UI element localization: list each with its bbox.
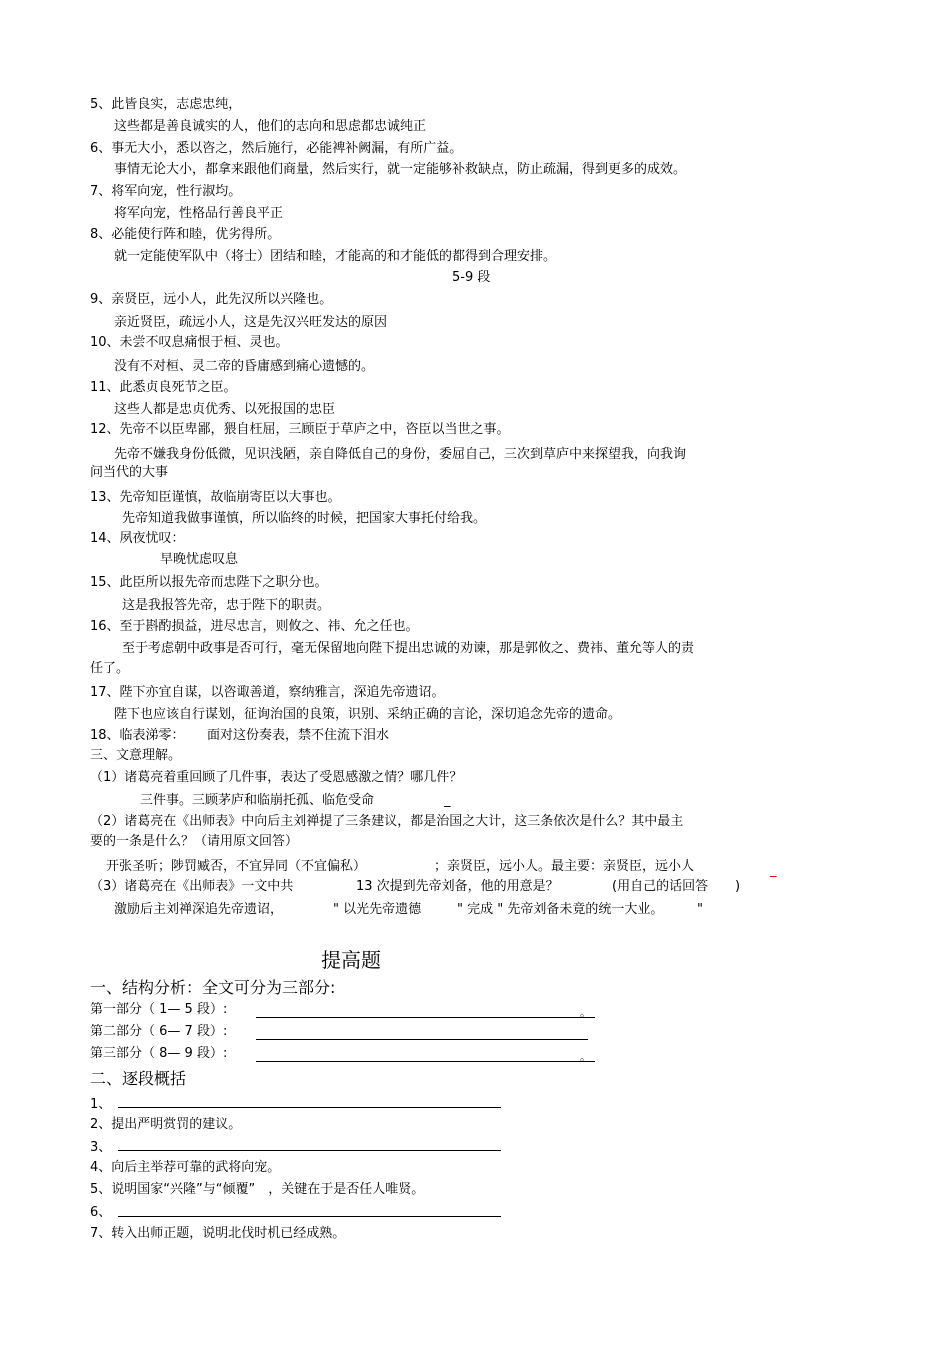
section-label: 5-9 段 (452, 270, 491, 285)
item-14-answer: 早晚忧虑叹息 (160, 552, 239, 567)
item-12-question: 12、先帝不以臣卑鄙，猥自枉屈，三顾臣于草庐之中，咨臣以当世之事。 (90, 422, 510, 437)
part-2-label: 第二部分（ 6— 7 段）: (90, 1024, 228, 1039)
answer-3-part3: " 完成 " 先帝刘备未竟的统一大业。 (457, 902, 664, 917)
summary-6-blank[interactable] (118, 1216, 501, 1217)
item-15-question: 15、此臣所以报先帝而忠陛下之职分也。 (90, 575, 328, 590)
part-1-blank[interactable] (256, 1017, 595, 1018)
item-7-answer: 将军向宠，性格品行善良平正 (114, 206, 284, 221)
item-13-question: 13、先帝知臣谨慎，故临崩寄臣以大事也。 (90, 490, 341, 505)
part-3-blank[interactable] (256, 1061, 595, 1062)
part-2-blank[interactable] (256, 1039, 588, 1040)
summary-item-7: 7、转入出师正题，说明北伐时机已经成熟。 (90, 1226, 346, 1241)
summary-3-blank[interactable] (118, 1150, 501, 1151)
question-2-line1: （2）诸葛亮在《出师表》中向后主刘禅提了三条建议，都是治国之大计，这三条依次是什么？其中最主 (90, 814, 684, 829)
item-10-answer: 没有不对桓、灵二帝的昏庸感到痛心遗憾的。 (114, 359, 375, 374)
item-12-answer: 先帝不嫌我身份低微，见识浅陋，亲自降低自己的身份，委屈自己，三次到草庐中来探望我，向我询 (114, 447, 687, 462)
summary-item-4: 4、向后主举荐可靠的武将向宠。 (90, 1160, 281, 1175)
answer-2-part2: ；亲贤臣，远小人。最主要：亲贤臣，远小人 (434, 859, 695, 874)
structure-heading: 一、结构分析：全文可分为三部分: (90, 978, 336, 997)
item-10-question: 10、未尝不叹息痛恨于桓、灵也。 (90, 335, 289, 350)
item-5-answer: 这些都是善良诚实的人，他们的志向和思虑都忠诚纯正 (114, 119, 427, 134)
question-3-part2: 13 次提到先帝刘备，他的用意是？ (356, 879, 559, 894)
item-9-answer: 亲近贤臣，疏远小人，这是先汉兴旺发达的原因 (114, 315, 388, 330)
summary-item-5: 5、说明国家“兴隆”与“倾覆” ，关键在于是否任人唯贤。 (90, 1182, 425, 1197)
summary-item-6: 6、 (90, 1205, 112, 1220)
answer-1-mark: _ (444, 793, 451, 808)
answer-2-mark: _ (770, 863, 777, 878)
item-9-question: 9、亲贤臣，远小人，此先汉所以兴隆也。 (90, 292, 333, 307)
question-3-part3: (用自己的话回答 (612, 879, 709, 894)
summary-heading: 二、逐段概括 (90, 1069, 187, 1088)
summary-item-2: 2、提出严明赏罚的建议。 (90, 1117, 242, 1132)
question-3-part4: ) (735, 879, 741, 894)
part-1-label: 第一部分（ 1— 5 段）: (90, 1002, 228, 1017)
item-16-question: 16、至于斟酌损益，进尽忠言，则攸之、祎、允之任也。 (90, 619, 419, 634)
item-16-answer-cont: 任了。 (90, 661, 130, 676)
summary-item-1: 1、 (90, 1097, 112, 1112)
answer-3-part1: 激励后主刘禅深追先帝遗诏， (114, 902, 284, 917)
item-16-answer: 至于考虑朝中政事是否可行，毫无保留地向陛下提出忠诚的劝谏，那是郭攸之、费祎、董允等人的责 (122, 641, 695, 656)
item-18-question: 18、临表涕零： (90, 728, 185, 743)
question-2-line2: 要的一条是什么？（请用原文回答） (90, 834, 299, 849)
item-14-question: 14、夙夜忧叹： (90, 531, 185, 546)
answer-2-part1: 开张圣听；陟罚臧否，不宜异同（不宜偏私） (106, 859, 367, 874)
question-1: （1）诸葛亮着重回顾了几件事，表达了受恩感激之情？哪几件？ (90, 770, 463, 785)
item-11-answer: 这些人都是忠贞优秀、以死报国的忠臣 (114, 402, 336, 417)
item-13-answer: 先帝知道我做事谨慎，所以临终的时候，把国家大事托付给我。 (122, 511, 487, 526)
item-7-question: 7、将军向宠，性行淑均。 (90, 184, 242, 199)
part-1-end: 。 (580, 1006, 591, 1019)
answer-3-part2: " 以光先帝遗德 (333, 902, 422, 917)
item-11-question: 11、此悉贞良死节之臣。 (90, 380, 237, 395)
item-6-question: 6、事无大小，悉以咨之，然后施行，必能裨补阙漏，有所广益。 (90, 141, 463, 156)
answer-1: 三件事。三顾茅庐和临崩托孤、临危受命 (140, 793, 375, 808)
question-3-part1: （3）诸葛亮在《出师表》一文中共 (90, 879, 294, 894)
part-3-label: 第三部分（ 8— 9 段）: (90, 1046, 228, 1061)
answer-3-part4: " (697, 902, 703, 917)
item-17-answer: 陛下也应该自行谋划，征询治国的良策，识别、采纳正确的言论，深切追念先帝的遗命。 (114, 707, 622, 722)
item-17-question: 17、陛下亦宜自谋，以咨诹善道，察纳雅言，深追先帝遗诏。 (90, 685, 445, 700)
summary-1-blank[interactable] (118, 1107, 501, 1108)
part3-heading: 三、文意理解。 (90, 748, 182, 763)
summary-item-3: 3、 (90, 1140, 112, 1155)
item-12-answer-cont: 问当代的大事 (90, 465, 169, 480)
item-18-answer: 面对这份奏表，禁不住流下泪水 (207, 728, 390, 743)
item-8-question: 8、必能使行阵和睦，优劣得所。 (90, 227, 281, 242)
advanced-title: 提高题 (321, 948, 381, 972)
item-5-question: 5、此皆良实，志虑忠纯， (90, 97, 242, 112)
part-3-end: 。 (580, 1050, 591, 1063)
item-6-answer: 事情无论大小，都拿来跟他们商量，然后实行，就一定能够补救缺点，防止疏漏，得到更多的成效。 (114, 162, 687, 177)
item-8-answer: 就一定能使军队中（将士）团结和睦，才能高的和才能低的都得到合理安排。 (114, 249, 557, 264)
item-15-answer: 这是我报答先帝，忠于陛下的职责。 (122, 598, 331, 613)
